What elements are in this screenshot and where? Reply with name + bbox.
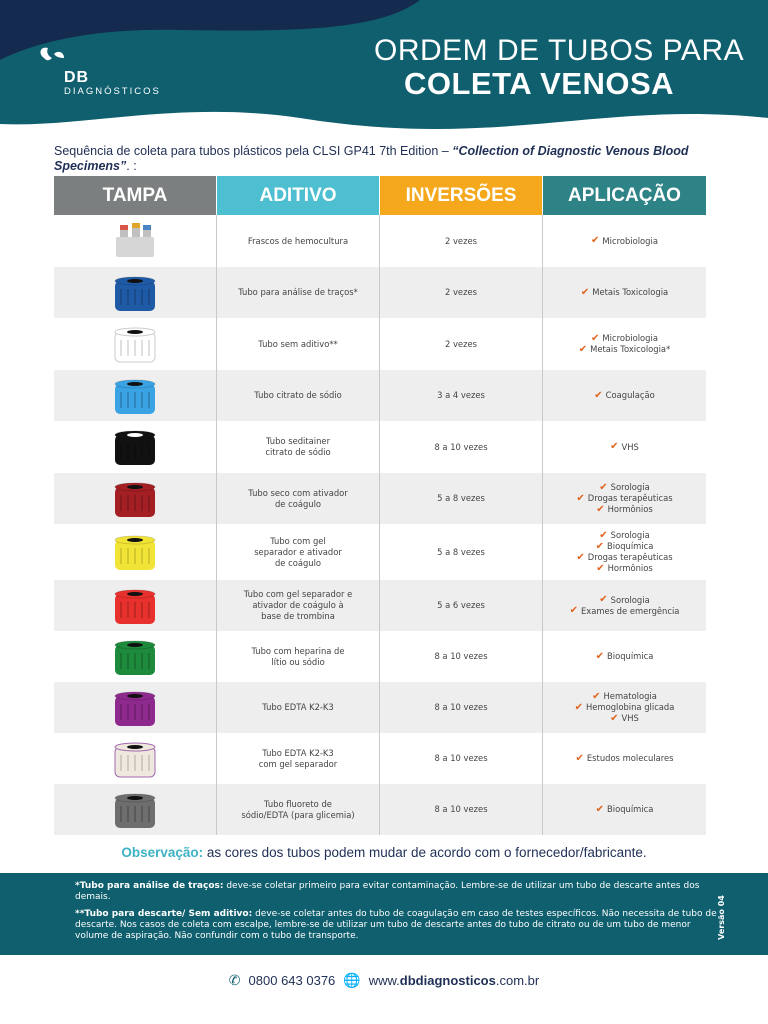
site-domain: dbdiagnosticos: [399, 973, 496, 988]
header-aplicacao: APLICAÇÃO: [543, 176, 706, 215]
cell-tampa: [54, 215, 217, 267]
footnote-1-text: deve-se coletar primeiro para evitar contaminação. Lembre-se de utilizar um tubo de descarte antes dos demais.: [75, 881, 700, 902]
aditivo-text: Tubo com heparina de lítio ou sódio: [251, 645, 345, 667]
check-icon: ✔: [569, 605, 578, 616]
check-icon: ✔: [591, 235, 600, 246]
aplicacao-item: [599, 530, 649, 541]
logo-subtitle: DIAGNÓSTICOS: [64, 86, 161, 97]
tube-cap-icon: [110, 273, 160, 313]
aditivo-text: Tubo com gel separador e ativador de coágulo: [254, 535, 342, 568]
check-icon: ✔: [595, 540, 604, 552]
aplicacao-text: Hemoglobina glicada: [585, 702, 675, 712]
cell-inversoes: [380, 318, 543, 370]
header-tampa: TAMPA: [54, 176, 217, 215]
blood-culture-bottles-icon: [110, 221, 160, 261]
aditivo-text: Tubo citrato de sódio: [254, 390, 342, 400]
aditivo-text: Tubo para análise de traços*: [238, 287, 358, 297]
aditivo-text: Tubo com gel separador e ativador de coágulo à base de trombina: [243, 589, 353, 621]
inversoes-text: 2 vezes: [444, 287, 477, 297]
cell-aplicacao: [543, 733, 706, 784]
inversoes-text: 2 vezes: [444, 235, 477, 246]
logo-letters: DB: [64, 69, 90, 86]
check-icon: ✔: [594, 389, 603, 401]
check-icon: ✔: [591, 332, 600, 344]
cell-inversoes: [380, 524, 543, 580]
tube-cap-icon: [110, 586, 160, 626]
aplicacao-item: [596, 541, 654, 552]
site-prefix: www.: [368, 973, 400, 988]
tube-order-table: [54, 176, 706, 835]
cell-aditivo: [217, 580, 380, 631]
table-row: [54, 421, 706, 473]
inversoes-text: 3 a 4 vezes: [437, 390, 485, 400]
cell-inversoes: [380, 580, 543, 631]
aplicacao-item: [596, 504, 653, 515]
cell-aditivo: [217, 784, 380, 835]
check-icon: ✔: [576, 551, 585, 563]
observation: [0, 845, 768, 860]
table-row: [54, 682, 706, 733]
version-label: Versão 04: [717, 895, 727, 940]
cell-aplicacao: [543, 370, 706, 421]
cell-aplicacao: [543, 580, 706, 631]
page-title-line1: ORDEM DE TUBOS PARA: [374, 34, 745, 67]
observation-text: as cores dos tubos podem mudar de acordo com o fornecedor/fabricante.: [203, 845, 647, 860]
aditivo-text: Tubo fluoreto de sódio/EDTA (para glicemia): [241, 798, 355, 820]
table-row: [54, 370, 706, 421]
inversoes-text: 5 a 8 vezes: [437, 546, 485, 557]
inversoes-text: 8 a 10 vezes: [434, 441, 488, 452]
cell-aplicacao: [543, 421, 706, 473]
table-row: [54, 473, 706, 524]
table-header: [54, 176, 706, 215]
cell-tampa: [54, 631, 217, 682]
cell-aditivo: [217, 682, 380, 733]
aplicacao-text: Microbiologia: [602, 333, 658, 343]
tube-cap-icon: [110, 324, 160, 364]
aditivo-text: Tubo seco com ativador de coágulo: [248, 487, 348, 509]
cell-tampa: [54, 473, 217, 524]
cell-aditivo: [217, 421, 380, 473]
aplicacao-list: [570, 595, 680, 617]
cell-aplicacao: [543, 682, 706, 733]
aplicacao-list: [579, 333, 671, 355]
tube-cap-icon: [110, 637, 160, 677]
cell-inversoes: [380, 682, 543, 733]
aplicacao-list: [596, 651, 654, 662]
cell-tampa: [54, 524, 217, 580]
inversoes-text: 8 a 10 vezes: [434, 804, 488, 814]
aplicacao-item: [579, 344, 671, 355]
aplicacao-text: VHS: [621, 441, 639, 452]
aplicacao-text: Exames de emergência: [580, 605, 680, 616]
aplicacao-text: Drogas terapêuticas: [587, 552, 673, 562]
aplicacao-item: [596, 563, 653, 574]
aplicacao-text: Sorologia: [610, 482, 650, 492]
table-row: [54, 215, 706, 267]
cell-aditivo: [217, 215, 380, 267]
cell-aplicacao: [543, 318, 706, 370]
inversoes-text: 5 a 6 vezes: [437, 600, 485, 610]
aplicacao-item: [581, 287, 668, 298]
tube-cap-icon: [110, 739, 160, 779]
aplicacao-item: [594, 390, 654, 401]
intro-italic: “Collection of Diagnostic Venous Blood Specimens”: [54, 144, 689, 173]
aplicacao-list: [575, 753, 673, 764]
aditivo-text: Tubo sem aditivo**: [258, 338, 338, 349]
cell-inversoes: [380, 733, 543, 784]
cell-aditivo: [217, 733, 380, 784]
aplicacao-text: Hormônios: [607, 504, 653, 514]
tube-cap-icon: [110, 376, 160, 416]
cell-aplicacao: [543, 784, 706, 835]
aplicacao-list: [610, 442, 639, 453]
header-aditivo: ADITIVO: [217, 176, 380, 215]
header-inversoes: INVERSÕES: [380, 176, 543, 215]
footnote-2: [75, 909, 725, 942]
aplicacao-list: [575, 691, 675, 724]
aplicacao-text: Sorologia: [610, 594, 650, 605]
aplicacao-item: [596, 804, 654, 815]
aplicacao-list: [594, 390, 654, 401]
cell-inversoes: [380, 421, 543, 473]
footnote-2-text: deve-se coletar antes do tubo de coagulação em caso de testes específicos. Não necessita de tubo de descarte. Nos casos de coleta com escalpe, lembre-se de utilizar um tubo de descarte antes do tubo de citrato ou de um tubo de menor volume de aspiração. Não confundir com o tubo de transporte.: [75, 909, 717, 941]
inversoes-text: 8 a 10 vezes: [434, 651, 488, 661]
cell-tampa: [54, 421, 217, 473]
cell-tampa: [54, 784, 217, 835]
aplicacao-list: [581, 287, 668, 298]
check-icon: ✔: [599, 529, 608, 541]
cell-tampa: [54, 733, 217, 784]
page-title-line2: COLETA VENOSA: [404, 66, 675, 101]
cell-tampa: [54, 318, 217, 370]
table-body: [54, 215, 706, 835]
phone-icon: ✆: [228, 972, 241, 988]
aplicacao-list: [576, 530, 672, 574]
site-suffix: .com.br: [495, 973, 540, 988]
check-icon: ✔: [574, 701, 583, 713]
aplicacao-item: [596, 651, 654, 662]
check-icon: ✔: [610, 712, 619, 724]
cell-inversoes: [380, 784, 543, 835]
cell-inversoes: [380, 473, 543, 524]
aditivo-text: Tubo EDTA K2-K3 com gel separador: [258, 747, 338, 769]
aplicacao-item: [576, 552, 672, 563]
aditivo-text: Frascos de hemocultura: [247, 235, 349, 246]
aplicacao-item: [591, 236, 658, 247]
cell-aditivo: [217, 318, 380, 370]
table-row: [54, 580, 706, 631]
tube-cap-icon: [110, 790, 160, 830]
aplicacao-text: Bioquímica: [607, 804, 654, 814]
aplicacao-item: [599, 595, 649, 606]
aplicacao-item: [599, 482, 649, 493]
aplicacao-list: [591, 236, 658, 247]
aplicacao-text: Hormônios: [607, 563, 653, 573]
cell-tampa: [54, 267, 217, 318]
cell-aplicacao: [543, 631, 706, 682]
aplicacao-text: Sorologia: [610, 530, 650, 540]
aplicacao-text: Drogas terapêuticas: [587, 493, 673, 503]
check-icon: ✔: [578, 343, 588, 355]
aplicacao-item: [610, 713, 639, 724]
contact-bar: [0, 972, 768, 989]
table-row: [54, 631, 706, 682]
check-icon: ✔: [592, 690, 601, 702]
cell-inversoes: [380, 370, 543, 421]
intro-tail: . :: [126, 159, 137, 173]
globe-icon: 🌐: [343, 972, 361, 988]
table-row: [54, 733, 706, 784]
cell-tampa: [54, 370, 217, 421]
inversoes-text: 2 vezes: [444, 338, 477, 349]
aplicacao-text: Microbiologia: [602, 235, 658, 246]
table-row: [54, 318, 706, 370]
cell-tampa: [54, 580, 217, 631]
aplicacao-item: [592, 691, 657, 702]
aditivo-text: Tubo EDTA K2-K3: [262, 702, 334, 712]
cell-aditivo: [217, 524, 380, 580]
aplicacao-text: Bioquímica: [607, 651, 654, 661]
check-icon: ✔: [595, 650, 604, 662]
cell-tampa: [54, 682, 217, 733]
cell-aplicacao: [543, 473, 706, 524]
check-icon: ✔: [580, 286, 590, 298]
footnotes-band: [0, 873, 768, 955]
website-link[interactable]: [369, 973, 539, 988]
aplicacao-text: Estudos moleculares: [586, 753, 674, 763]
observation-label: Observação:: [121, 845, 204, 860]
intro-text: [54, 144, 714, 174]
cell-inversoes: [380, 215, 543, 267]
cell-inversoes: [380, 267, 543, 318]
check-icon: ✔: [599, 594, 608, 605]
aditivo-text: Tubo seditainer citrato de sódio: [265, 436, 331, 457]
tube-cap-icon: [110, 688, 160, 728]
aplicacao-text: VHS: [621, 713, 639, 723]
aplicacao-item: [570, 606, 680, 617]
cell-aplicacao: [543, 267, 706, 318]
aplicacao-list: [596, 804, 654, 815]
aplicacao-text: Metais Toxicologia: [592, 287, 669, 297]
aplicacao-text: Coagulação: [605, 390, 655, 400]
phone-number[interactable]: 0800 643 0376: [248, 973, 336, 988]
cell-aplicacao: [543, 524, 706, 580]
aplicacao-item: [575, 753, 673, 764]
aplicacao-item: [591, 333, 658, 344]
aplicacao-text: Hematologia: [603, 691, 657, 701]
table-row: [54, 524, 706, 580]
cell-inversoes: [380, 631, 543, 682]
header: [0, 0, 768, 135]
table-row: [54, 784, 706, 835]
aplicacao-text: Metais Toxicologia*: [590, 344, 671, 354]
check-icon: ✔: [599, 481, 608, 493]
intro-main: Sequência de coleta para tubos plásticos pela CLSI GP41 7th Edition –: [54, 144, 453, 158]
cell-aditivo: [217, 267, 380, 318]
tube-cap-icon: [110, 479, 160, 519]
aplicacao-list: [576, 482, 672, 515]
footnote-1-label: *Tubo para análise de traços:: [75, 881, 224, 891]
inversoes-text: 8 a 10 vezes: [434, 753, 488, 763]
check-icon: ✔: [576, 492, 585, 504]
cell-aditivo: [217, 370, 380, 421]
drop-logo-icon: [38, 44, 68, 70]
check-icon: ✔: [596, 562, 605, 574]
aplicacao-item: [576, 493, 672, 504]
check-icon: ✔: [595, 803, 604, 815]
footnote-2-label: **Tubo para descarte/ Sem aditivo:: [75, 909, 253, 919]
inversoes-text: 8 a 10 vezes: [434, 702, 488, 712]
check-icon: ✔: [575, 752, 584, 764]
tube-cap-icon: [110, 532, 160, 572]
footnote-1: [75, 881, 725, 903]
cell-aditivo: [217, 473, 380, 524]
aplicacao-text: Bioquímica: [607, 541, 654, 551]
inversoes-text: 5 a 8 vezes: [437, 493, 485, 503]
tube-cap-icon: [110, 427, 160, 467]
check-icon: ✔: [596, 503, 605, 515]
table-row: [54, 267, 706, 318]
aplicacao-item: [610, 442, 639, 453]
aplicacao-item: [575, 702, 675, 713]
cell-aplicacao: [543, 215, 706, 267]
check-icon: ✔: [610, 441, 619, 452]
cell-aditivo: [217, 631, 380, 682]
